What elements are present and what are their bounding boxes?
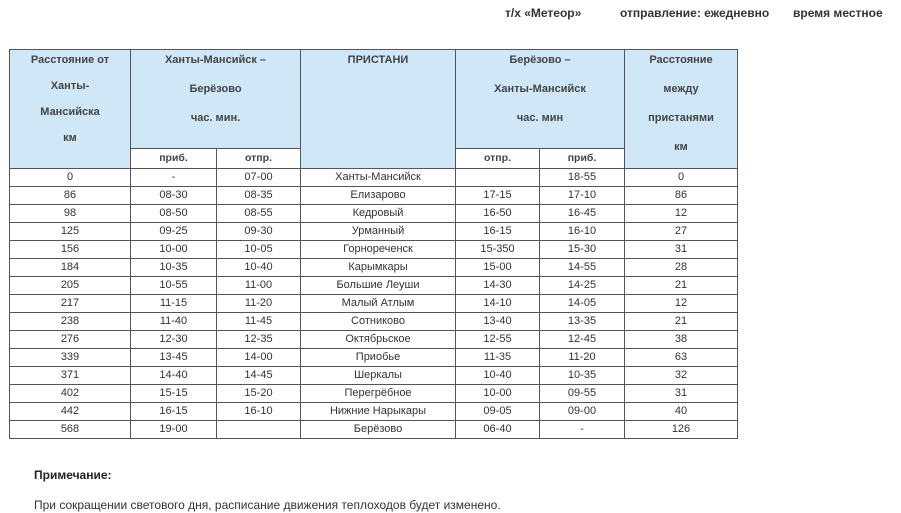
forward-arrival-cell: 10-55 — [131, 277, 217, 295]
return-arrival-cell: 17-10 — [540, 187, 625, 205]
table-row — [10, 403, 738, 421]
pier-name-cell: Карымкары — [301, 259, 456, 277]
return-route-header — [456, 50, 625, 149]
forward-departure-cell: 11-20 — [217, 295, 301, 313]
pier-name-cell: Большие Леуши — [301, 277, 456, 295]
table-row — [10, 313, 738, 331]
pier-name-cell: Урманный — [301, 223, 456, 241]
forward-arrival-cell: 08-30 — [131, 187, 217, 205]
departure-info: отправление: ежедневно — [620, 6, 770, 20]
table-row — [10, 385, 738, 403]
pier-name-cell: Приобье — [301, 349, 456, 367]
forward-arrival-cell: 11-15 — [131, 295, 217, 313]
return-departure-cell — [456, 169, 540, 187]
forward-arrival-cell: 14-40 — [131, 367, 217, 385]
forward-departure-cell: 09-30 — [217, 223, 301, 241]
distance-from-header — [10, 50, 131, 169]
header-line: Расстояние — [649, 54, 713, 66]
forward-departure-cell: 10-05 — [217, 241, 301, 259]
forward-arrival-cell: 15-15 — [131, 385, 217, 403]
forward-arr-header: приб. — [131, 149, 217, 169]
forward-arrival-cell: 19-00 — [131, 421, 217, 439]
forward-departure-cell: 15-20 — [217, 385, 301, 403]
header-line: км — [63, 132, 77, 144]
header-line: Мансийска — [40, 106, 100, 118]
table-row — [10, 259, 738, 277]
distance-between-cell: 28 — [625, 259, 738, 277]
return-dep-header: отпр. — [456, 149, 540, 169]
return-departure-cell: 09-05 — [456, 403, 540, 421]
distance-from-cell: 98 — [10, 205, 131, 223]
forward-departure-cell: 10-40 — [217, 259, 301, 277]
distance-between-cell: 0 — [625, 169, 738, 187]
forward-route-header — [131, 50, 301, 149]
table-row — [10, 421, 738, 439]
table-row — [10, 349, 738, 367]
table-row — [10, 169, 738, 187]
return-arrival-cell: 18-55 — [540, 169, 625, 187]
forward-departure-cell: 08-35 — [217, 187, 301, 205]
table-row — [10, 223, 738, 241]
distance-between-cell: 63 — [625, 349, 738, 367]
table-row — [10, 187, 738, 205]
header-row — [10, 50, 738, 149]
distance-between-cell: 21 — [625, 313, 738, 331]
return-arrival-cell: 15-30 — [540, 241, 625, 259]
piers-header — [301, 50, 456, 169]
distance-between-cell: 12 — [625, 295, 738, 313]
pier-name-cell: Малый Атлым — [301, 295, 456, 313]
return-arrival-cell: 11-20 — [540, 349, 625, 367]
header-line: ПРИСТАНИ — [347, 54, 409, 66]
distance-between-cell: 27 — [625, 223, 738, 241]
distance-between-header — [625, 50, 738, 169]
distance-from-cell: 402 — [10, 385, 131, 403]
table-row — [10, 367, 738, 385]
header-line: Расстояние от — [30, 54, 110, 66]
return-departure-cell: 16-50 — [456, 205, 540, 223]
return-arrival-cell: 14-25 — [540, 277, 625, 295]
note-text: При сокращении светового дня, расписание движения теплоходов будет изменено. — [34, 498, 501, 512]
distance-from-cell: 0 — [10, 169, 131, 187]
return-departure-cell: 10-00 — [456, 385, 540, 403]
pier-name-cell: Сотниково — [301, 313, 456, 331]
distance-from-cell: 217 — [10, 295, 131, 313]
forward-dep-header: отпр. — [217, 149, 301, 169]
distance-from-cell: 184 — [10, 259, 131, 277]
header-line: пристанями — [648, 112, 714, 124]
distance-between-cell: 38 — [625, 331, 738, 349]
distance-from-cell: 276 — [10, 331, 131, 349]
distance-between-cell: 31 — [625, 385, 738, 403]
forward-departure-cell: 14-45 — [217, 367, 301, 385]
forward-arrival-cell: 08-50 — [131, 205, 217, 223]
return-arrival-cell: 09-00 — [540, 403, 625, 421]
distance-between-cell: 32 — [625, 367, 738, 385]
return-departure-cell: 15-00 — [456, 259, 540, 277]
distance-from-cell: 371 — [10, 367, 131, 385]
return-arr-header: приб. — [540, 149, 625, 169]
return-departure-cell: 14-30 — [456, 277, 540, 295]
forward-departure-cell: 07-00 — [217, 169, 301, 187]
pier-name-cell: Елизарово — [301, 187, 456, 205]
table-row — [10, 241, 738, 259]
header-line: час. мин — [516, 112, 564, 124]
distance-between-cell: 40 — [625, 403, 738, 421]
header-line: между — [663, 83, 699, 95]
pier-name-cell: Кедровый — [301, 205, 456, 223]
header-line: Ханты-Мансийск – — [164, 54, 267, 66]
header-line: Берёзово — [189, 83, 242, 95]
header-line: Берёзово – — [509, 54, 571, 66]
pier-name-cell: Ханты-Мансийск — [301, 169, 456, 187]
table-row — [10, 205, 738, 223]
return-arrival-cell: 12-45 — [540, 331, 625, 349]
distance-from-cell: 442 — [10, 403, 131, 421]
header-line: час. мин. — [190, 112, 241, 124]
forward-departure-cell: 16-10 — [217, 403, 301, 421]
distance-from-cell: 205 — [10, 277, 131, 295]
timezone-info: время местное — [793, 6, 883, 20]
distance-between-cell: 126 — [625, 421, 738, 439]
forward-arrival-cell: 10-35 — [131, 259, 217, 277]
forward-departure-cell: 12-35 — [217, 331, 301, 349]
forward-departure-cell: 08-55 — [217, 205, 301, 223]
distance-from-cell: 339 — [10, 349, 131, 367]
return-departure-cell: 06-40 — [456, 421, 540, 439]
schedule-table — [9, 49, 738, 439]
return-arrival-cell: 10-35 — [540, 367, 625, 385]
forward-arrival-cell: 11-40 — [131, 313, 217, 331]
distance-from-cell: 125 — [10, 223, 131, 241]
vessel-name: т/х «Метеор» — [505, 6, 582, 20]
distance-between-cell: 12 — [625, 205, 738, 223]
distance-between-cell: 21 — [625, 277, 738, 295]
return-departure-cell: 11-35 — [456, 349, 540, 367]
forward-arrival-cell: 10-00 — [131, 241, 217, 259]
return-arrival-cell: 14-05 — [540, 295, 625, 313]
schedule-body — [10, 50, 738, 439]
forward-departure-cell — [217, 421, 301, 439]
return-arrival-cell: - — [540, 421, 625, 439]
table-row — [10, 331, 738, 349]
distance-from-cell: 238 — [10, 313, 131, 331]
return-departure-cell: 16-15 — [456, 223, 540, 241]
return-departure-cell: 12-55 — [456, 331, 540, 349]
return-departure-cell: 14-10 — [456, 295, 540, 313]
distance-between-cell: 86 — [625, 187, 738, 205]
distance-from-cell: 156 — [10, 241, 131, 259]
table-row — [10, 295, 738, 313]
return-arrival-cell: 14-55 — [540, 259, 625, 277]
forward-departure-cell: 11-45 — [217, 313, 301, 331]
return-arrival-cell: 16-45 — [540, 205, 625, 223]
distance-between-cell: 31 — [625, 241, 738, 259]
note-title: Примечание: — [34, 468, 112, 482]
header-line: км — [674, 141, 688, 153]
return-departure-cell: 17-15 — [456, 187, 540, 205]
forward-arrival-cell: 16-15 — [131, 403, 217, 421]
forward-departure-cell: 11-00 — [217, 277, 301, 295]
pier-name-cell: Октябрьское — [301, 331, 456, 349]
return-arrival-cell: 16-10 — [540, 223, 625, 241]
return-arrival-cell: 13-35 — [540, 313, 625, 331]
return-departure-cell: 10-40 — [456, 367, 540, 385]
distance-from-cell: 86 — [10, 187, 131, 205]
return-departure-cell: 13-40 — [456, 313, 540, 331]
header-line: Ханты-Мансийск — [494, 83, 586, 95]
forward-departure-cell: 14-00 — [217, 349, 301, 367]
pier-name-cell: Шеркалы — [301, 367, 456, 385]
pier-name-cell: Перегрёбное — [301, 385, 456, 403]
pier-name-cell: Нижние Нарыкары — [301, 403, 456, 421]
return-arrival-cell: 09-55 — [540, 385, 625, 403]
header-line: Ханты- — [50, 80, 90, 92]
return-departure-cell: 15-350 — [456, 241, 540, 259]
forward-arrival-cell: 12-30 — [131, 331, 217, 349]
forward-arrival-cell: - — [131, 169, 217, 187]
pier-name-cell: Берёзово — [301, 421, 456, 439]
table-row — [10, 277, 738, 295]
pier-name-cell: Горнореченск — [301, 241, 456, 259]
forward-arrival-cell: 09-25 — [131, 223, 217, 241]
forward-arrival-cell: 13-45 — [131, 349, 217, 367]
distance-from-cell: 568 — [10, 421, 131, 439]
